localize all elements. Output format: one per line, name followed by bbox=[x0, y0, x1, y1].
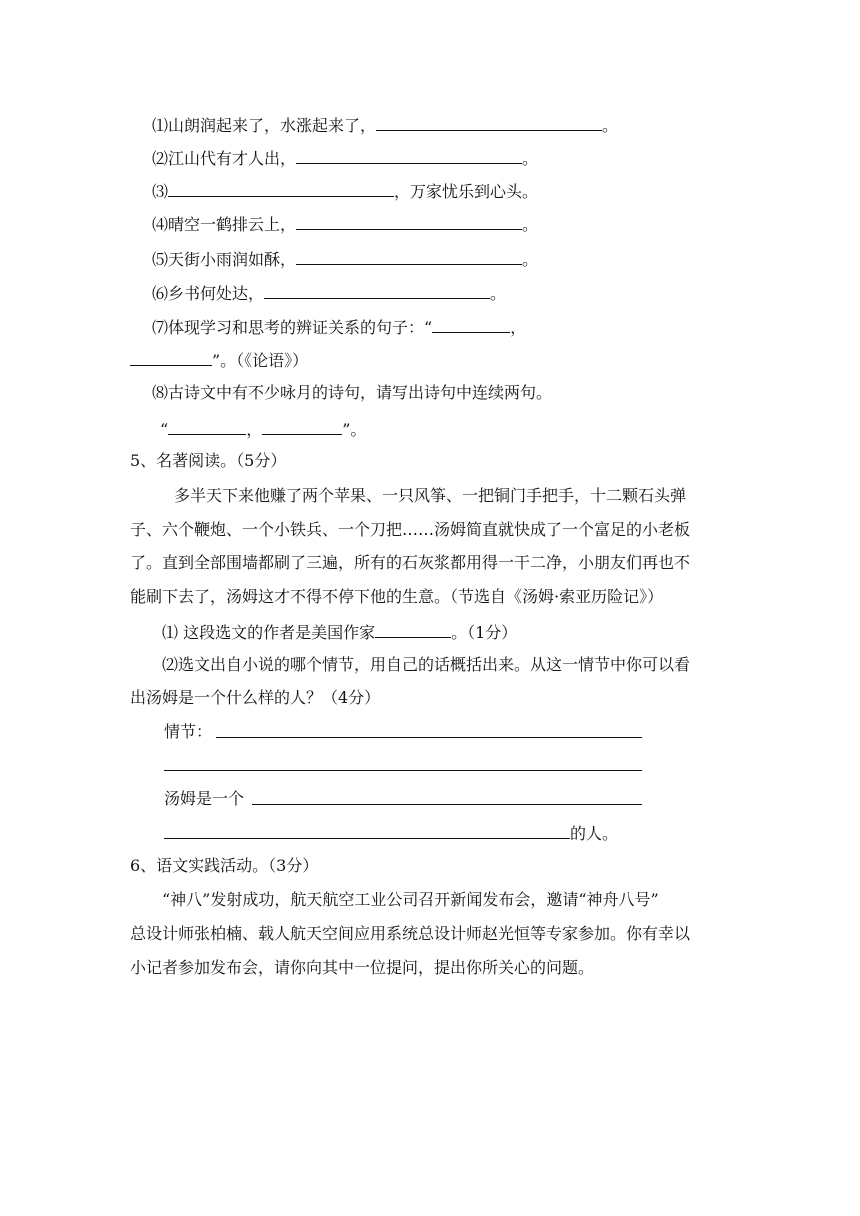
item-7-line1 bbox=[152, 316, 526, 336]
item-7-blank-1[interactable] bbox=[432, 316, 510, 333]
tom-answer-line-2[interactable] bbox=[164, 822, 570, 839]
q5-passage-line-1: 多半天下来他赚了两个苹果、一只风筝、一把铜门手把手，十二颗石头弹 bbox=[174, 486, 687, 505]
q6-line-2: 总设计师张柏楠、载人航天空间应用系统总设计师赵光恒等专家参加。你有幸以 bbox=[130, 924, 691, 943]
item-3-blank[interactable] bbox=[168, 180, 394, 197]
item-2 bbox=[152, 147, 538, 167]
item-8 bbox=[152, 383, 552, 403]
tom-label: 汤姆是一个 bbox=[164, 789, 245, 808]
item-8-answer bbox=[160, 418, 366, 438]
item-4 bbox=[152, 213, 538, 233]
q5-passage-line-2: 子、六个鞭炮、一个小铁兵、一个刀把……汤姆简直就快成了一个富足的小老板 bbox=[130, 520, 691, 539]
item-7-comma: ， bbox=[510, 318, 527, 337]
item-5-prompt: ⑸天街小雨润如酥， bbox=[152, 250, 297, 269]
q5-sub1 bbox=[162, 621, 517, 641]
tom-answer-line-1[interactable] bbox=[252, 804, 642, 805]
q5-passage-line-3: 了。直到全部围墙都刷了三遍，所有的石灰浆都用得一干二净，小朋友们再也不 bbox=[130, 553, 691, 572]
plot-label: 情节： bbox=[164, 722, 213, 741]
item-8-blank-1[interactable] bbox=[168, 418, 246, 435]
item-3-end: ，万家忧乐到心头。 bbox=[394, 182, 539, 201]
item-4-end: 。 bbox=[522, 215, 539, 234]
item-7-line2 bbox=[130, 349, 308, 369]
item-7-prompt: ⑺体现学习和思考的辨证关系的句子：“ bbox=[152, 318, 433, 337]
q5-heading: 5、名著阅读。（5分） bbox=[130, 451, 287, 470]
tom-end: 的人。 bbox=[570, 824, 619, 843]
q5-sub2-line-2: 出汤姆是一个什么样的人？（4分） bbox=[130, 688, 381, 707]
item-6-end: 。 bbox=[490, 284, 507, 303]
item-1-prompt: ⑴山朗润起来了，水涨起来了， bbox=[152, 116, 377, 135]
item-1 bbox=[152, 114, 618, 134]
plot-answer-line-2[interactable] bbox=[164, 770, 642, 771]
q6-heading: 6、语文实践活动。（3分） bbox=[130, 856, 319, 875]
item-2-blank[interactable] bbox=[296, 147, 522, 164]
item-7-source: ”。（《论语》） bbox=[212, 351, 309, 370]
item-7-blank-2[interactable] bbox=[130, 349, 212, 366]
item-8-comma: ， bbox=[246, 420, 263, 439]
item-8-close-quote: ”。 bbox=[342, 420, 367, 439]
item-6-prompt: ⑹乡书何处达， bbox=[152, 284, 265, 303]
item-8-open-quote: “ bbox=[160, 420, 169, 439]
item-8-prompt: ⑻古诗文中有不少咏月的诗句，请写出诗句中连续两句。 bbox=[152, 383, 553, 402]
item-6-blank[interactable] bbox=[264, 282, 490, 299]
item-1-end: 。 bbox=[602, 116, 619, 135]
item-4-blank[interactable] bbox=[296, 213, 522, 230]
item-5 bbox=[152, 248, 538, 268]
item-2-end: 。 bbox=[522, 149, 539, 168]
item-2-prompt: ⑵江山代有才人出， bbox=[152, 149, 297, 168]
q5-sub2-line-1: ⑵选文出自小说的哪个情节，用自己的话概括出来。从这一情节中你可以看 bbox=[162, 655, 691, 674]
q6-line-3: 小记者参加发布会，请你向其中一位提问，提出你所关心的问题。 bbox=[130, 958, 595, 977]
item-8-blank-2[interactable] bbox=[262, 418, 342, 435]
item-1-blank[interactable] bbox=[376, 114, 602, 131]
q5-sub1-points: 。（1分） bbox=[451, 623, 518, 642]
q5-sub1-blank[interactable] bbox=[375, 621, 451, 638]
q6-line-1: “神八”发射成功，航天航空工业公司召开新闻发布会，邀请“神舟八号” bbox=[162, 890, 659, 909]
q5-sub1-prompt: ⑴ 这段选文的作者是美国作家 bbox=[162, 623, 376, 642]
item-5-end: 。 bbox=[522, 250, 539, 269]
q5-passage-line-4: 能刷下去了，汤姆这才不得不停下他的生意。（节选自《汤姆·索亚历险记》） bbox=[130, 587, 664, 606]
item-6 bbox=[152, 282, 506, 302]
item-3-prompt: ⑶ bbox=[152, 182, 169, 201]
plot-answer-line-1[interactable] bbox=[216, 737, 642, 738]
item-4-prompt: ⑷晴空一鹤排云上， bbox=[152, 215, 297, 234]
item-3 bbox=[152, 180, 538, 200]
tom-line-2 bbox=[164, 822, 618, 842]
item-5-blank[interactable] bbox=[296, 248, 522, 265]
